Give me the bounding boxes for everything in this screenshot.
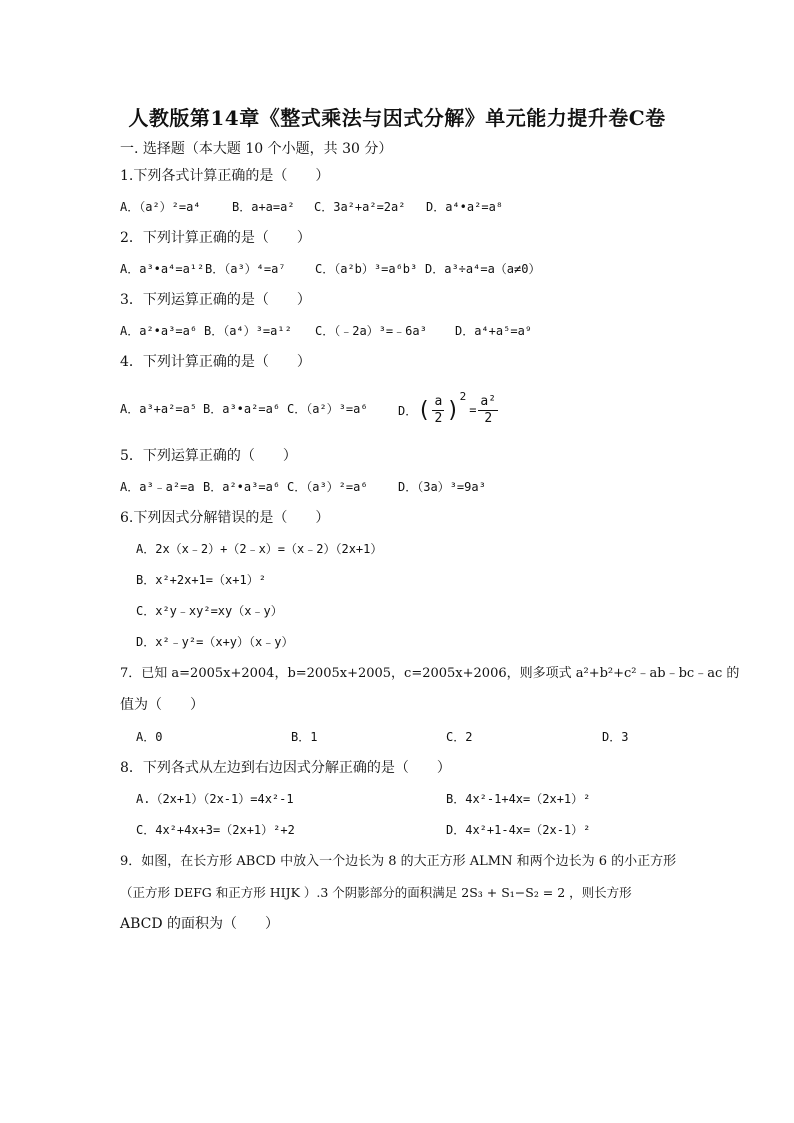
q4-option-a: A．a³+a²=a⁵ [120, 402, 198, 416]
question-2-stem: 2．下列计算正确的是（ ） [120, 230, 311, 246]
question-9-stem-line-2: （正方形 DEFG 和正方形 HIJK ）.3 个阴影部分的面积满足 2S₃ + S₁−S₂ = 2 ，则长方形 [120, 885, 632, 900]
q6-option-d: D．x²﹣y²=（x+y）（x﹣y） [136, 635, 294, 649]
q5-option-b: B．a²•a³=a⁶ [203, 480, 281, 494]
question-1-stem: 1.下列各式计算正确的是（ ） [120, 168, 330, 184]
q4-fraction-lhs [432, 394, 444, 427]
question-7-stem-line-1: 7．已知 a=2005x+2004，b=2005x+2005，c=2005x+2006，则多项式 a²+b²+c²﹣ab﹣bc﹣ac 的 [120, 666, 740, 681]
q4-option-b: B．a³•a²=a⁶ [203, 402, 281, 416]
q4-exponent: 2 [459, 389, 467, 403]
question-9-stem-line-1: 9．如图，在长方形 ABCD 中放入一个边长为 8 的大正方形 ALMN 和两个边长为 6 的小正方形 [120, 854, 677, 869]
question-7-stem-line-2: 值为（ ） [120, 697, 204, 713]
question-6-stem: 6.下列因式分解错误的是（ ） [120, 510, 330, 526]
question-8-stem: 8．下列各式从左边到右边因式分解正确的是（ ） [120, 760, 451, 776]
q5-option-c: C．（a³）²=a⁶ [287, 480, 368, 494]
fraction-numerator: a² [480, 393, 497, 409]
q4-option-d [398, 385, 500, 435]
q1-option-b: B．a+a=a² [232, 200, 295, 214]
q8-option-c: C．4x²+4x+3=（2x+1）²+2 [136, 823, 295, 837]
q7-option-d: D．3 [602, 730, 629, 744]
q3-option-d: D．a⁴+a⁵=a⁹ [455, 324, 533, 338]
left-paren: ( [417, 397, 431, 423]
q3-option-b: B．（a⁴）³=a¹² [204, 324, 292, 338]
q4-option-c: C．（a²）³=a⁶ [287, 402, 368, 416]
q2-option-b: B．（a³）⁴=a⁷ [205, 262, 286, 276]
q5-option-d: D．（3a）³=9a³ [398, 480, 486, 494]
q8-option-b: B．4x²-1+4x=（2x+1）² [446, 792, 591, 806]
q7-option-b: B．1 [291, 730, 318, 744]
q1-option-a: A．（a²）²=a⁴ [120, 200, 201, 214]
q3-option-c: C．（﹣2a）³=﹣6a³ [315, 324, 427, 338]
q6-option-a: A．2x（x﹣2）+（2﹣x）=（x﹣2）（2x+1） [136, 542, 383, 556]
fraction-denominator: 2 [434, 410, 443, 426]
q6-option-b: B．x²+2x+1=（x+1）² [136, 573, 266, 587]
question-5-stem: 5．下列运算正确的（ ） [120, 448, 297, 464]
q1-option-d: D．a⁴•a²=a⁸ [426, 200, 504, 214]
right-paren: ) [446, 397, 460, 423]
q6-option-c: C．x²y﹣xy²=xy（x﹣y） [136, 604, 283, 618]
question-9-stem-line-3: ABCD 的面积为（ ） [120, 916, 280, 932]
question-4-stem: 4．下列计算正确的是（ ） [120, 354, 311, 370]
q8-option-a: A.（2x+1）（2x-1）=4x²-1 [136, 792, 294, 806]
q4-equals: = [469, 403, 477, 417]
q3-option-a: A．a²•a³=a⁶ [120, 324, 198, 338]
q8-option-d: D．4x²+1-4x=（2x-1）² [446, 823, 591, 837]
q4-fraction-rhs [478, 394, 498, 427]
q4-option-d-prefix: D． [398, 403, 418, 418]
fraction-numerator: a [434, 393, 443, 409]
page-title: 人教版第14章《整式乘法与因式分解》单元能力提升卷C卷 [128, 106, 666, 130]
q7-option-c: C．2 [446, 730, 473, 744]
section-heading: 一. 选择题（本大题 10 个小题，共 30 分） [120, 141, 393, 157]
q2-option-c: C．（a²b）³=a⁶b³ [315, 262, 418, 276]
q2-option-a: A．a³•a⁴=a¹² [120, 262, 205, 276]
q1-option-c: C．3a²+a²=2a² [314, 200, 406, 214]
question-3-stem: 3．下列运算正确的是（ ） [120, 292, 311, 308]
q5-option-a: A．a³﹣a²=a [120, 480, 195, 494]
fraction-denominator: 2 [484, 410, 493, 426]
q7-option-a: A．0 [136, 730, 163, 744]
q2-option-d: D．a³÷a⁴=a（a≠0） [425, 262, 541, 276]
